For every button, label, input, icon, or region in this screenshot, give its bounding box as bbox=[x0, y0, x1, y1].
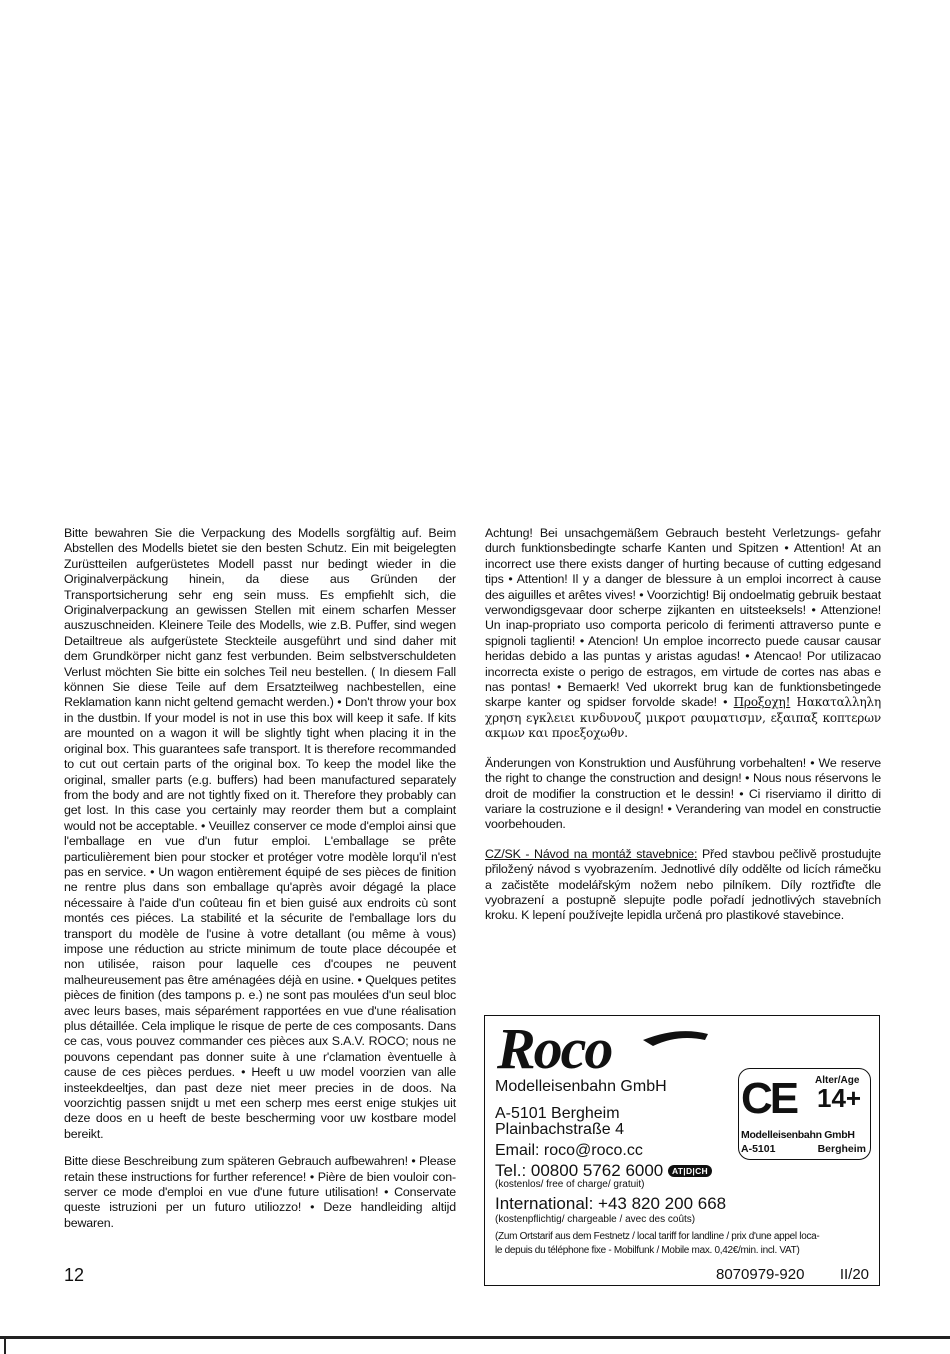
address-line-2: Plainbachstraße 4 bbox=[495, 1121, 624, 1138]
ce-company: Modelleisenbahn GmbH bbox=[741, 1129, 855, 1141]
tariff-note-line-2: le depuis du téléphone fixe - Mobilfunk / Mobile max. 0,42€/min. incl. VAT) bbox=[495, 1245, 800, 1256]
cz-sk-heading: CZ/SK - Návod na montáž stavebnice: bbox=[485, 846, 698, 861]
email-address: Email: roco@roco.cc bbox=[495, 1142, 643, 1159]
company-name: Modelleisenbahn GmbH bbox=[495, 1078, 667, 1095]
address-line-1: A-5101 Bergheim bbox=[495, 1105, 620, 1122]
changes-reserved-paragraph: Änderungen von Konstruktion und Ausführung vorbehalten! • We reserve the right to change the construction and design! • Nous nous réservons le droit de modifier la construction et le dessin! • Ci riserviamo il diritto di variare la costruzione e il design! • Verandering van model en constructie voorbehouden. bbox=[485, 755, 881, 832]
phone-number: Tel.: 00800 5762 6000 bbox=[495, 1161, 664, 1180]
age-value: 14+ bbox=[817, 1083, 862, 1113]
tariff-note-line-1: (Zum Ortstarif aus dem Festnetz / local tariff for landline / prix d'une appel loca- bbox=[495, 1231, 820, 1242]
cz-sk-text: Před stavbou pečlivě prostudujte přiložený návod s vyobrazením. Jednotlivé díly oddělte od licích rámečku a začistěte modelářským nožem nebo pilníkem. Díly roztřiďte dle vyobrazení a postupně slepujte podle pořadí jednotlivých stavebních kroku. K lepení používejte lepidla určená pro plastikové stavebince. bbox=[485, 846, 881, 923]
bottom-rule-corner bbox=[4, 1338, 6, 1354]
page-number: 12 bbox=[64, 1265, 85, 1285]
edition-code: II/20 bbox=[839, 1266, 869, 1283]
packaging-notice-paragraph: Bitte bewahren Sie die Verpackung des Modells sorgfältig auf. Beim Abstellen des Modells bietet sie den besten Schutz. Ein mit beigelegten Zurüstteilen aufgerüstetes Modell passt nur bedingt wieder in die Originalverpäckung hinein, da diese aus Gründen der Transportsicherung sehr eng sein muss. Es empfiehlt sich, die Originalverpackung an gewissen Stellen mit einem scharfen Messer auszuschneiden. Kleinere Teile des Modells, wie z.B. Puffer, sind wegen Detailtreue als aufgerüstete Steckteile ausgeführt und sind daher mit dem Grundkörper nicht ganz fest verbunden. Beim selbstverschuldeten Verlust möchten Sie bitte ein solches Teil neu bestellen. ( In diesem Fall können Sie diese Teile auf dem Ersatzteilweg nachbestellen, eine Reklamation kann nicht geltend gemacht werden.) • Don't throw your box in the dustbin. If your model is not in use this box will keep it safe. If kits are mounted on a wagon it will be slightly tight when placing it in the original box. This guarantees safe transport. It is therefore recommanded to cut out certain parts of the original box. To keep the model like the original, smaller parts (e.g. buffers) had been manufactured separately from the body and are not tightly fixed on it. Therefore they probably can get lost. In this case you certainly may reorder them but a complaint would not be acceptable. • Veuillez conserver ce mode d'emploi ainsi que l'emballage en vue d'un futur emploi. L'emballage se prête particulièrement bien pour stocker et protéger votre modèle lorqu'il n'est pas en service. • Un wagon entièrement équipé de ses pièces de finition ne rentre plus dans son emballage qu'après avoir dégagé la place nécessaire à l'aide d'un coûteau fin et bien guisé aux endroits cù sont montés ces piéces. La stabilité et la sécurite de l'emballage lors du transport du modèle de l'usine à votre detallant (ou même à vous) impose une réduction au stricte minimum de toute place découpée et non utilisée, raison pour laquelle ces d'coupes ne peuvent malheureusement pas être aménagées déjà en usine. • Quelques petites pièces de finition (des tampons p. e.) ne sont pas moulées d'un seul bloc avec leurs bases, mais séparément rapportées en vue d'une réalisation plus détaillée. Cela implique le risque de perte de ces composants. Dans ce cas, vous pouvez commander ces pièces aux S.A.V. ROCO; nous ne pouvons cependant pas donner suite à une r'clamation èventuelle à cause de ces pièces perdues. • Heeft u uw model voorzien van alle insteekdeeltjes, dan past deze niet meer precies in de doos. Na voorzichtig passen snijdt u met een scherp mes eerst enige stukjes uit deze doos en u heeft de beste bescherming voor uw kostbare model bereikt. bbox=[64, 526, 456, 1141]
greek-warning-text: Ηακαταλληλη χρηση εγκλειει κινδυνουζ μικροτ ραυματισμν, εξαιπαξ κοπτερων ακμων και προεξοχωθν. bbox=[485, 695, 881, 741]
ce-mark-icon: CE bbox=[741, 1074, 797, 1123]
greek-warning-heading: Προξοχη! bbox=[733, 695, 791, 710]
right-text-column bbox=[485, 526, 881, 924]
roco-logo bbox=[493, 1018, 713, 1080]
assembly-instructions-paragraph bbox=[485, 847, 881, 924]
phone-row bbox=[495, 1161, 712, 1181]
age-label: Alter/Age bbox=[815, 1075, 860, 1086]
left-text-column bbox=[64, 526, 456, 1231]
contact-box bbox=[484, 1015, 880, 1286]
warning-paragraph bbox=[485, 526, 881, 742]
retain-instructions-paragraph: Bitte diese Beschreibung zum späteren Gebrauch aufbewahren! • Please retain these instructions for further reference! • Pière de bien vouloir con- server ce mode d'emploi en vue d'une future utilisation! • Conservate queste istruzioni per un futuro utiliozzo! • Deze handleiding altijd bewaren. bbox=[64, 1154, 456, 1230]
ce-age-badge bbox=[738, 1068, 871, 1160]
international-phone: International: +43 820 200 668 bbox=[495, 1194, 727, 1213]
international-note: (kostenpflichtig/ chargeable / avec des coûts) bbox=[495, 1214, 696, 1225]
country-chip: AT|D|CH bbox=[668, 1165, 712, 1177]
bottom-rule bbox=[0, 1336, 950, 1339]
article-number: 8070979-920 bbox=[716, 1266, 805, 1283]
roco-logo-text: Roco bbox=[497, 1018, 612, 1080]
ce-town: Bergheim bbox=[817, 1143, 866, 1155]
warning-text: Achtung! Bei unsachgemäßem Gebrauch besteht Verletzungs- gefahr durch funktionsbedingte scharfe Kanten und Spitzen • Attention! At an incorrect use there exists danger of hurting because of cutting edgesand tips • Attention! Il y a danger de blessure à un emploi incorrect à cause des aiguilles et arêtes vives! • Voorzichtig! Bij ondoelmatig gebruik bestaat verwondigsgevaar door scherpe zijkanten en uitsteeksels! • Attenzione! Un inap-propriato uso comporta pericolo di ferimenti attraverso punte e spignoli taglienti! • Atencion! Un emploe incorrecto puede causar causar heridas debido a las puntas y aristas agudas! • Atencao! Por utilizacao incorrecta existe o perigo de estragos, em virtude de cortes nas abas e nas pontas! • Bemaerk! Ved ukorrekt brug kan de funktionsbetingede skarpe kanter og spidser forvolde skade! • bbox=[485, 526, 881, 710]
phone-note: (kostenlos/ free of charge/ gratuit) bbox=[495, 1179, 645, 1190]
ce-city-code: A-5101 bbox=[741, 1143, 776, 1155]
